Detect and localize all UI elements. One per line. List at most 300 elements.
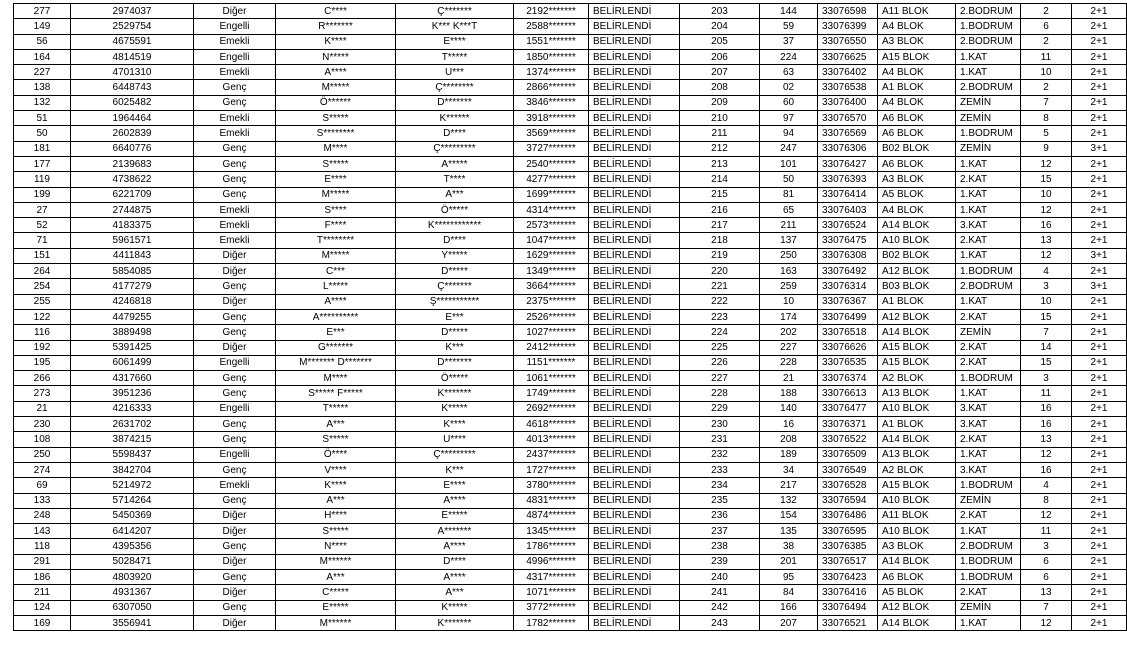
blok-cell: B02 BLOK: [878, 141, 956, 156]
kategori-cell: Engelli: [194, 401, 276, 416]
daire-no-cell: 7: [1021, 325, 1072, 340]
sira-no-cell: 116: [14, 325, 71, 340]
soyad-cell: K***: [396, 340, 514, 355]
ad-cell: S***** F*****: [276, 386, 396, 401]
daire-no-cell: 7: [1021, 95, 1072, 110]
durum-cell: BELİRLENDİ: [589, 615, 680, 630]
blok-cell: A14 BLOK: [878, 325, 956, 340]
daire-no-cell: 12: [1021, 156, 1072, 171]
ad-cell: L*****: [276, 279, 396, 294]
blok-cell: A4 BLOK: [878, 19, 956, 34]
konut-no-cell: 95: [760, 569, 818, 584]
oda-tipi-cell: 2+1: [1072, 80, 1127, 95]
soyad-cell: U***: [396, 65, 514, 80]
konut-no-cell: 189: [760, 447, 818, 462]
kat-cell: 2.BODRUM: [956, 279, 1021, 294]
oda-tipi-cell: 2+1: [1072, 569, 1127, 584]
basvuru-no-cell: 3889498: [71, 325, 194, 340]
durum-cell: BELİRLENDİ: [589, 294, 680, 309]
kategori-cell: Emekli: [194, 218, 276, 233]
daire-no-cell: 12: [1021, 508, 1072, 523]
table-row: [14, 172, 1127, 187]
oda-tipi-cell: 2+1: [1072, 156, 1127, 171]
ad-cell: S****: [276, 202, 396, 217]
tc-kimlik-cell: 2375*******: [514, 294, 589, 309]
kat-cell: 2.BODRUM: [956, 539, 1021, 554]
basvuru-no-cell: 2529754: [71, 19, 194, 34]
kategori-cell: Emekli: [194, 111, 276, 126]
document-page: [13, 3, 1108, 631]
oda-tipi-cell: 2+1: [1072, 355, 1127, 370]
konut-no-cell: 188: [760, 386, 818, 401]
tc-kimlik-cell: 1699*******: [514, 187, 589, 202]
table-row: [14, 202, 1127, 217]
table-row: [14, 126, 1127, 141]
durum-cell: BELİRLENDİ: [589, 111, 680, 126]
tc-kimlik-cell: 4277*******: [514, 172, 589, 187]
daire-no-cell: 4: [1021, 478, 1072, 493]
daire-no-cell: 16: [1021, 401, 1072, 416]
konut-no-cell: 34: [760, 462, 818, 477]
bagimsiz-bolum-no-cell: 33076314: [818, 279, 878, 294]
bagimsiz-bolum-no-cell: 33076518: [818, 325, 878, 340]
kategori-cell: Emekli: [194, 65, 276, 80]
tc-kimlik-cell: 4013*******: [514, 432, 589, 447]
oda-tipi-cell: 2+1: [1072, 493, 1127, 508]
basvuru-no-cell: 4411843: [71, 248, 194, 263]
bagimsiz-bolum-no-cell: 33076393: [818, 172, 878, 187]
basvuru-no-cell: 2744875: [71, 202, 194, 217]
oda-tipi-cell: 2+1: [1072, 401, 1127, 416]
kategori-cell: Diğer: [194, 585, 276, 600]
sira-no-cell: 51: [14, 111, 71, 126]
durum-cell: BELİRLENDİ: [589, 80, 680, 95]
basvuru-no-cell: 6307050: [71, 600, 194, 615]
bagimsiz-bolum-no-cell: 33076367: [818, 294, 878, 309]
sira-no-cell: 27: [14, 202, 71, 217]
soyad-cell: A****: [396, 539, 514, 554]
kura-sira-cell: 235: [680, 493, 760, 508]
basvuru-no-cell: 1964464: [71, 111, 194, 126]
bagimsiz-bolum-no-cell: 33076308: [818, 248, 878, 263]
daire-no-cell: 5: [1021, 126, 1072, 141]
basvuru-no-cell: 3556941: [71, 615, 194, 630]
table-row: [14, 585, 1127, 600]
kura-sira-cell: 219: [680, 248, 760, 263]
bagimsiz-bolum-no-cell: 33076492: [818, 264, 878, 279]
kat-cell: 1.KAT: [956, 447, 1021, 462]
kura-sira-cell: 226: [680, 355, 760, 370]
oda-tipi-cell: 2+1: [1072, 65, 1127, 80]
kategori-cell: Genç: [194, 539, 276, 554]
table-row: [14, 355, 1127, 370]
durum-cell: BELİRLENDİ: [589, 156, 680, 171]
table-row: [14, 4, 1127, 19]
daire-no-cell: 11: [1021, 524, 1072, 539]
basvuru-no-cell: 5214972: [71, 478, 194, 493]
kura-sira-cell: 225: [680, 340, 760, 355]
table-row: [14, 478, 1127, 493]
kura-sira-cell: 228: [680, 386, 760, 401]
daire-no-cell: 3: [1021, 539, 1072, 554]
kat-cell: 1.BODRUM: [956, 264, 1021, 279]
sira-no-cell: 230: [14, 417, 71, 432]
durum-cell: BELİRLENDİ: [589, 233, 680, 248]
bagimsiz-bolum-no-cell: 33076535: [818, 355, 878, 370]
sira-no-cell: 138: [14, 80, 71, 95]
oda-tipi-cell: 3+1: [1072, 248, 1127, 263]
soyad-cell: U****: [396, 432, 514, 447]
bagimsiz-bolum-no-cell: 33076494: [818, 600, 878, 615]
bagimsiz-bolum-no-cell: 33076371: [818, 417, 878, 432]
soyad-cell: Ş***********: [396, 294, 514, 309]
bagimsiz-bolum-no-cell: 33076402: [818, 65, 878, 80]
basvuru-no-cell: 4183375: [71, 218, 194, 233]
soyad-cell: K*** K***T: [396, 19, 514, 34]
blok-cell: A11 BLOK: [878, 4, 956, 19]
ad-cell: M*****: [276, 187, 396, 202]
blok-cell: A2 BLOK: [878, 462, 956, 477]
basvuru-no-cell: 5961571: [71, 233, 194, 248]
blok-cell: A4 BLOK: [878, 202, 956, 217]
oda-tipi-cell: 2+1: [1072, 447, 1127, 462]
blok-cell: A6 BLOK: [878, 569, 956, 584]
kategori-cell: Genç: [194, 569, 276, 584]
kat-cell: 1.KAT: [956, 49, 1021, 64]
sira-no-cell: 169: [14, 615, 71, 630]
kategori-cell: Genç: [194, 432, 276, 447]
tc-kimlik-cell: 1749*******: [514, 386, 589, 401]
daire-no-cell: 3: [1021, 371, 1072, 386]
ad-cell: R*******: [276, 19, 396, 34]
table-row: [14, 95, 1127, 110]
kura-sira-cell: 233: [680, 462, 760, 477]
daire-no-cell: 2: [1021, 34, 1072, 49]
konut-no-cell: 101: [760, 156, 818, 171]
tc-kimlik-cell: 3569*******: [514, 126, 589, 141]
blok-cell: A11 BLOK: [878, 508, 956, 523]
kategori-cell: Genç: [194, 172, 276, 187]
blok-cell: A1 BLOK: [878, 417, 956, 432]
kat-cell: 3.KAT: [956, 218, 1021, 233]
sira-no-cell: 277: [14, 4, 71, 19]
oda-tipi-cell: 2+1: [1072, 49, 1127, 64]
durum-cell: BELİRLENDİ: [589, 401, 680, 416]
blok-cell: A5 BLOK: [878, 585, 956, 600]
kategori-cell: Genç: [194, 325, 276, 340]
basvuru-no-cell: 5854085: [71, 264, 194, 279]
oda-tipi-cell: 2+1: [1072, 508, 1127, 523]
sira-no-cell: 133: [14, 493, 71, 508]
soyad-cell: Ç********: [396, 80, 514, 95]
kategori-cell: Engelli: [194, 49, 276, 64]
table-row: [14, 554, 1127, 569]
daire-no-cell: 3: [1021, 279, 1072, 294]
bagimsiz-bolum-no-cell: 33076399: [818, 19, 878, 34]
ad-cell: V****: [276, 462, 396, 477]
kura-sira-cell: 216: [680, 202, 760, 217]
table-row: [14, 386, 1127, 401]
ad-cell: Ö****: [276, 447, 396, 462]
soyad-cell: D****: [396, 233, 514, 248]
kategori-cell: Diğer: [194, 615, 276, 630]
konut-no-cell: 135: [760, 524, 818, 539]
durum-cell: BELİRLENDİ: [589, 34, 680, 49]
bagimsiz-bolum-no-cell: 33076416: [818, 585, 878, 600]
bagimsiz-bolum-no-cell: 33076569: [818, 126, 878, 141]
durum-cell: BELİRLENDİ: [589, 554, 680, 569]
daire-no-cell: 16: [1021, 218, 1072, 233]
kura-sira-cell: 227: [680, 371, 760, 386]
durum-cell: BELİRLENDİ: [589, 508, 680, 523]
bagimsiz-bolum-no-cell: 33076522: [818, 432, 878, 447]
konut-no-cell: 10: [760, 294, 818, 309]
kategori-cell: Genç: [194, 462, 276, 477]
basvuru-no-cell: 2602839: [71, 126, 194, 141]
tc-kimlik-cell: 4831*******: [514, 493, 589, 508]
durum-cell: BELİRLENDİ: [589, 462, 680, 477]
bagimsiz-bolum-no-cell: 33076475: [818, 233, 878, 248]
table-row: [14, 371, 1127, 386]
daire-no-cell: 2: [1021, 80, 1072, 95]
table-row: [14, 493, 1127, 508]
tc-kimlik-cell: 3918*******: [514, 111, 589, 126]
basvuru-no-cell: 5391425: [71, 340, 194, 355]
daire-no-cell: 8: [1021, 111, 1072, 126]
allocation-table: [13, 3, 1127, 631]
blok-cell: A12 BLOK: [878, 600, 956, 615]
blok-cell: A15 BLOK: [878, 478, 956, 493]
kategori-cell: Diğer: [194, 294, 276, 309]
konut-no-cell: 50: [760, 172, 818, 187]
tc-kimlik-cell: 1629*******: [514, 248, 589, 263]
konut-no-cell: 154: [760, 508, 818, 523]
bagimsiz-bolum-no-cell: 33076374: [818, 371, 878, 386]
basvuru-no-cell: 5028471: [71, 554, 194, 569]
table-row: [14, 294, 1127, 309]
tc-kimlik-cell: 1786*******: [514, 539, 589, 554]
soyad-cell: D*******: [396, 355, 514, 370]
ad-cell: C*****: [276, 585, 396, 600]
durum-cell: BELİRLENDİ: [589, 585, 680, 600]
bagimsiz-bolum-no-cell: 33076598: [818, 4, 878, 19]
konut-no-cell: 02: [760, 80, 818, 95]
ad-cell: G*******: [276, 340, 396, 355]
kat-cell: 3.KAT: [956, 417, 1021, 432]
basvuru-no-cell: 4931367: [71, 585, 194, 600]
durum-cell: BELİRLENDİ: [589, 202, 680, 217]
soyad-cell: Ç*********: [396, 141, 514, 156]
tc-kimlik-cell: 2588*******: [514, 19, 589, 34]
konut-no-cell: 97: [760, 111, 818, 126]
kat-cell: 2.KAT: [956, 432, 1021, 447]
ad-cell: M******* D*******: [276, 355, 396, 370]
blok-cell: A4 BLOK: [878, 65, 956, 80]
blok-cell: A12 BLOK: [878, 309, 956, 324]
ad-cell: M****: [276, 141, 396, 156]
blok-cell: A1 BLOK: [878, 80, 956, 95]
sira-no-cell: 122: [14, 309, 71, 324]
bagimsiz-bolum-no-cell: 33076385: [818, 539, 878, 554]
kura-sira-cell: 240: [680, 569, 760, 584]
kat-cell: 2.KAT: [956, 508, 1021, 523]
basvuru-no-cell: 4701310: [71, 65, 194, 80]
daire-no-cell: 2: [1021, 4, 1072, 19]
kura-sira-cell: 205: [680, 34, 760, 49]
sira-no-cell: 291: [14, 554, 71, 569]
kat-cell: 1.KAT: [956, 65, 1021, 80]
durum-cell: BELİRLENDİ: [589, 279, 680, 294]
kategori-cell: Genç: [194, 80, 276, 95]
soyad-cell: K*******: [396, 386, 514, 401]
kategori-cell: Emekli: [194, 478, 276, 493]
kura-sira-cell: 238: [680, 539, 760, 554]
basvuru-no-cell: 4803920: [71, 569, 194, 584]
daire-no-cell: 6: [1021, 554, 1072, 569]
kategori-cell: Emekli: [194, 233, 276, 248]
soyad-cell: K***: [396, 462, 514, 477]
table-row: [14, 156, 1127, 171]
ad-cell: A****: [276, 65, 396, 80]
blok-cell: A6 BLOK: [878, 156, 956, 171]
kura-sira-cell: 213: [680, 156, 760, 171]
bagimsiz-bolum-no-cell: 33076477: [818, 401, 878, 416]
kategori-cell: Genç: [194, 279, 276, 294]
kura-sira-cell: 221: [680, 279, 760, 294]
sira-no-cell: 149: [14, 19, 71, 34]
ad-cell: K****: [276, 34, 396, 49]
konut-no-cell: 201: [760, 554, 818, 569]
table-row: [14, 615, 1127, 630]
ad-cell: N****: [276, 539, 396, 554]
tc-kimlik-cell: 2192*******: [514, 4, 589, 19]
durum-cell: BELİRLENDİ: [589, 49, 680, 64]
blok-cell: A10 BLOK: [878, 524, 956, 539]
soyad-cell: A*******: [396, 524, 514, 539]
basvuru-no-cell: 3951236: [71, 386, 194, 401]
konut-no-cell: 228: [760, 355, 818, 370]
oda-tipi-cell: 2+1: [1072, 524, 1127, 539]
durum-cell: BELİRLENDİ: [589, 371, 680, 386]
table-row: [14, 401, 1127, 416]
daire-no-cell: 12: [1021, 615, 1072, 630]
table-row: [14, 233, 1127, 248]
kura-sira-cell: 215: [680, 187, 760, 202]
bagimsiz-bolum-no-cell: 33076528: [818, 478, 878, 493]
kategori-cell: Diğer: [194, 554, 276, 569]
kat-cell: 1.KAT: [956, 524, 1021, 539]
daire-no-cell: 15: [1021, 355, 1072, 370]
basvuru-no-cell: 2139683: [71, 156, 194, 171]
kura-sira-cell: 222: [680, 294, 760, 309]
kategori-cell: Genç: [194, 386, 276, 401]
sira-no-cell: 56: [14, 34, 71, 49]
sira-no-cell: 69: [14, 478, 71, 493]
bagimsiz-bolum-no-cell: 33076427: [818, 156, 878, 171]
ad-cell: A****: [276, 294, 396, 309]
bagimsiz-bolum-no-cell: 33076403: [818, 202, 878, 217]
table-row: [14, 49, 1127, 64]
table-row: [14, 19, 1127, 34]
konut-no-cell: 63: [760, 65, 818, 80]
daire-no-cell: 16: [1021, 417, 1072, 432]
kat-cell: 2.KAT: [956, 233, 1021, 248]
kat-cell: 2.BODRUM: [956, 4, 1021, 19]
kura-sira-cell: 211: [680, 126, 760, 141]
bagimsiz-bolum-no-cell: 33076594: [818, 493, 878, 508]
table-row: [14, 340, 1127, 355]
ad-cell: T*****: [276, 401, 396, 416]
daire-no-cell: 11: [1021, 386, 1072, 401]
tc-kimlik-cell: 3780*******: [514, 478, 589, 493]
kura-sira-cell: 237: [680, 524, 760, 539]
ad-cell: E****: [276, 172, 396, 187]
table-row: [14, 218, 1127, 233]
kura-sira-cell: 209: [680, 95, 760, 110]
kat-cell: 3.KAT: [956, 462, 1021, 477]
kat-cell: 1.KAT: [956, 187, 1021, 202]
durum-cell: BELİRLENDİ: [589, 493, 680, 508]
soyad-cell: A***: [396, 187, 514, 202]
oda-tipi-cell: 2+1: [1072, 371, 1127, 386]
oda-tipi-cell: 2+1: [1072, 478, 1127, 493]
table-row: [14, 447, 1127, 462]
oda-tipi-cell: 2+1: [1072, 417, 1127, 432]
daire-no-cell: 10: [1021, 65, 1072, 80]
sira-no-cell: 50: [14, 126, 71, 141]
soyad-cell: E***: [396, 309, 514, 324]
sira-no-cell: 71: [14, 233, 71, 248]
durum-cell: BELİRLENDİ: [589, 218, 680, 233]
konut-no-cell: 247: [760, 141, 818, 156]
ad-cell: M******: [276, 615, 396, 630]
table-row: [14, 80, 1127, 95]
basvuru-no-cell: 6414207: [71, 524, 194, 539]
daire-no-cell: 13: [1021, 432, 1072, 447]
blok-cell: A15 BLOK: [878, 49, 956, 64]
blok-cell: A5 BLOK: [878, 187, 956, 202]
oda-tipi-cell: 2+1: [1072, 554, 1127, 569]
sira-no-cell: 211: [14, 585, 71, 600]
tc-kimlik-cell: 4314*******: [514, 202, 589, 217]
kategori-cell: Genç: [194, 371, 276, 386]
basvuru-no-cell: 6448743: [71, 80, 194, 95]
sira-no-cell: 164: [14, 49, 71, 64]
tc-kimlik-cell: 2437*******: [514, 447, 589, 462]
konut-no-cell: 140: [760, 401, 818, 416]
kura-sira-cell: 206: [680, 49, 760, 64]
blok-cell: A1 BLOK: [878, 294, 956, 309]
soyad-cell: K******: [396, 111, 514, 126]
oda-tipi-cell: 2+1: [1072, 126, 1127, 141]
tc-kimlik-cell: 3846*******: [514, 95, 589, 110]
kategori-cell: Genç: [194, 141, 276, 156]
sira-no-cell: 248: [14, 508, 71, 523]
durum-cell: BELİRLENDİ: [589, 569, 680, 584]
daire-no-cell: 11: [1021, 49, 1072, 64]
kategori-cell: Diğer: [194, 340, 276, 355]
table-row: [14, 569, 1127, 584]
blok-cell: A10 BLOK: [878, 233, 956, 248]
kat-cell: 2.KAT: [956, 585, 1021, 600]
oda-tipi-cell: 2+1: [1072, 233, 1127, 248]
kat-cell: ZEMİN: [956, 600, 1021, 615]
durum-cell: BELİRLENDİ: [589, 432, 680, 447]
durum-cell: BELİRLENDİ: [589, 539, 680, 554]
table-row: [14, 417, 1127, 432]
basvuru-no-cell: 6025482: [71, 95, 194, 110]
kategori-cell: Diğer: [194, 248, 276, 263]
